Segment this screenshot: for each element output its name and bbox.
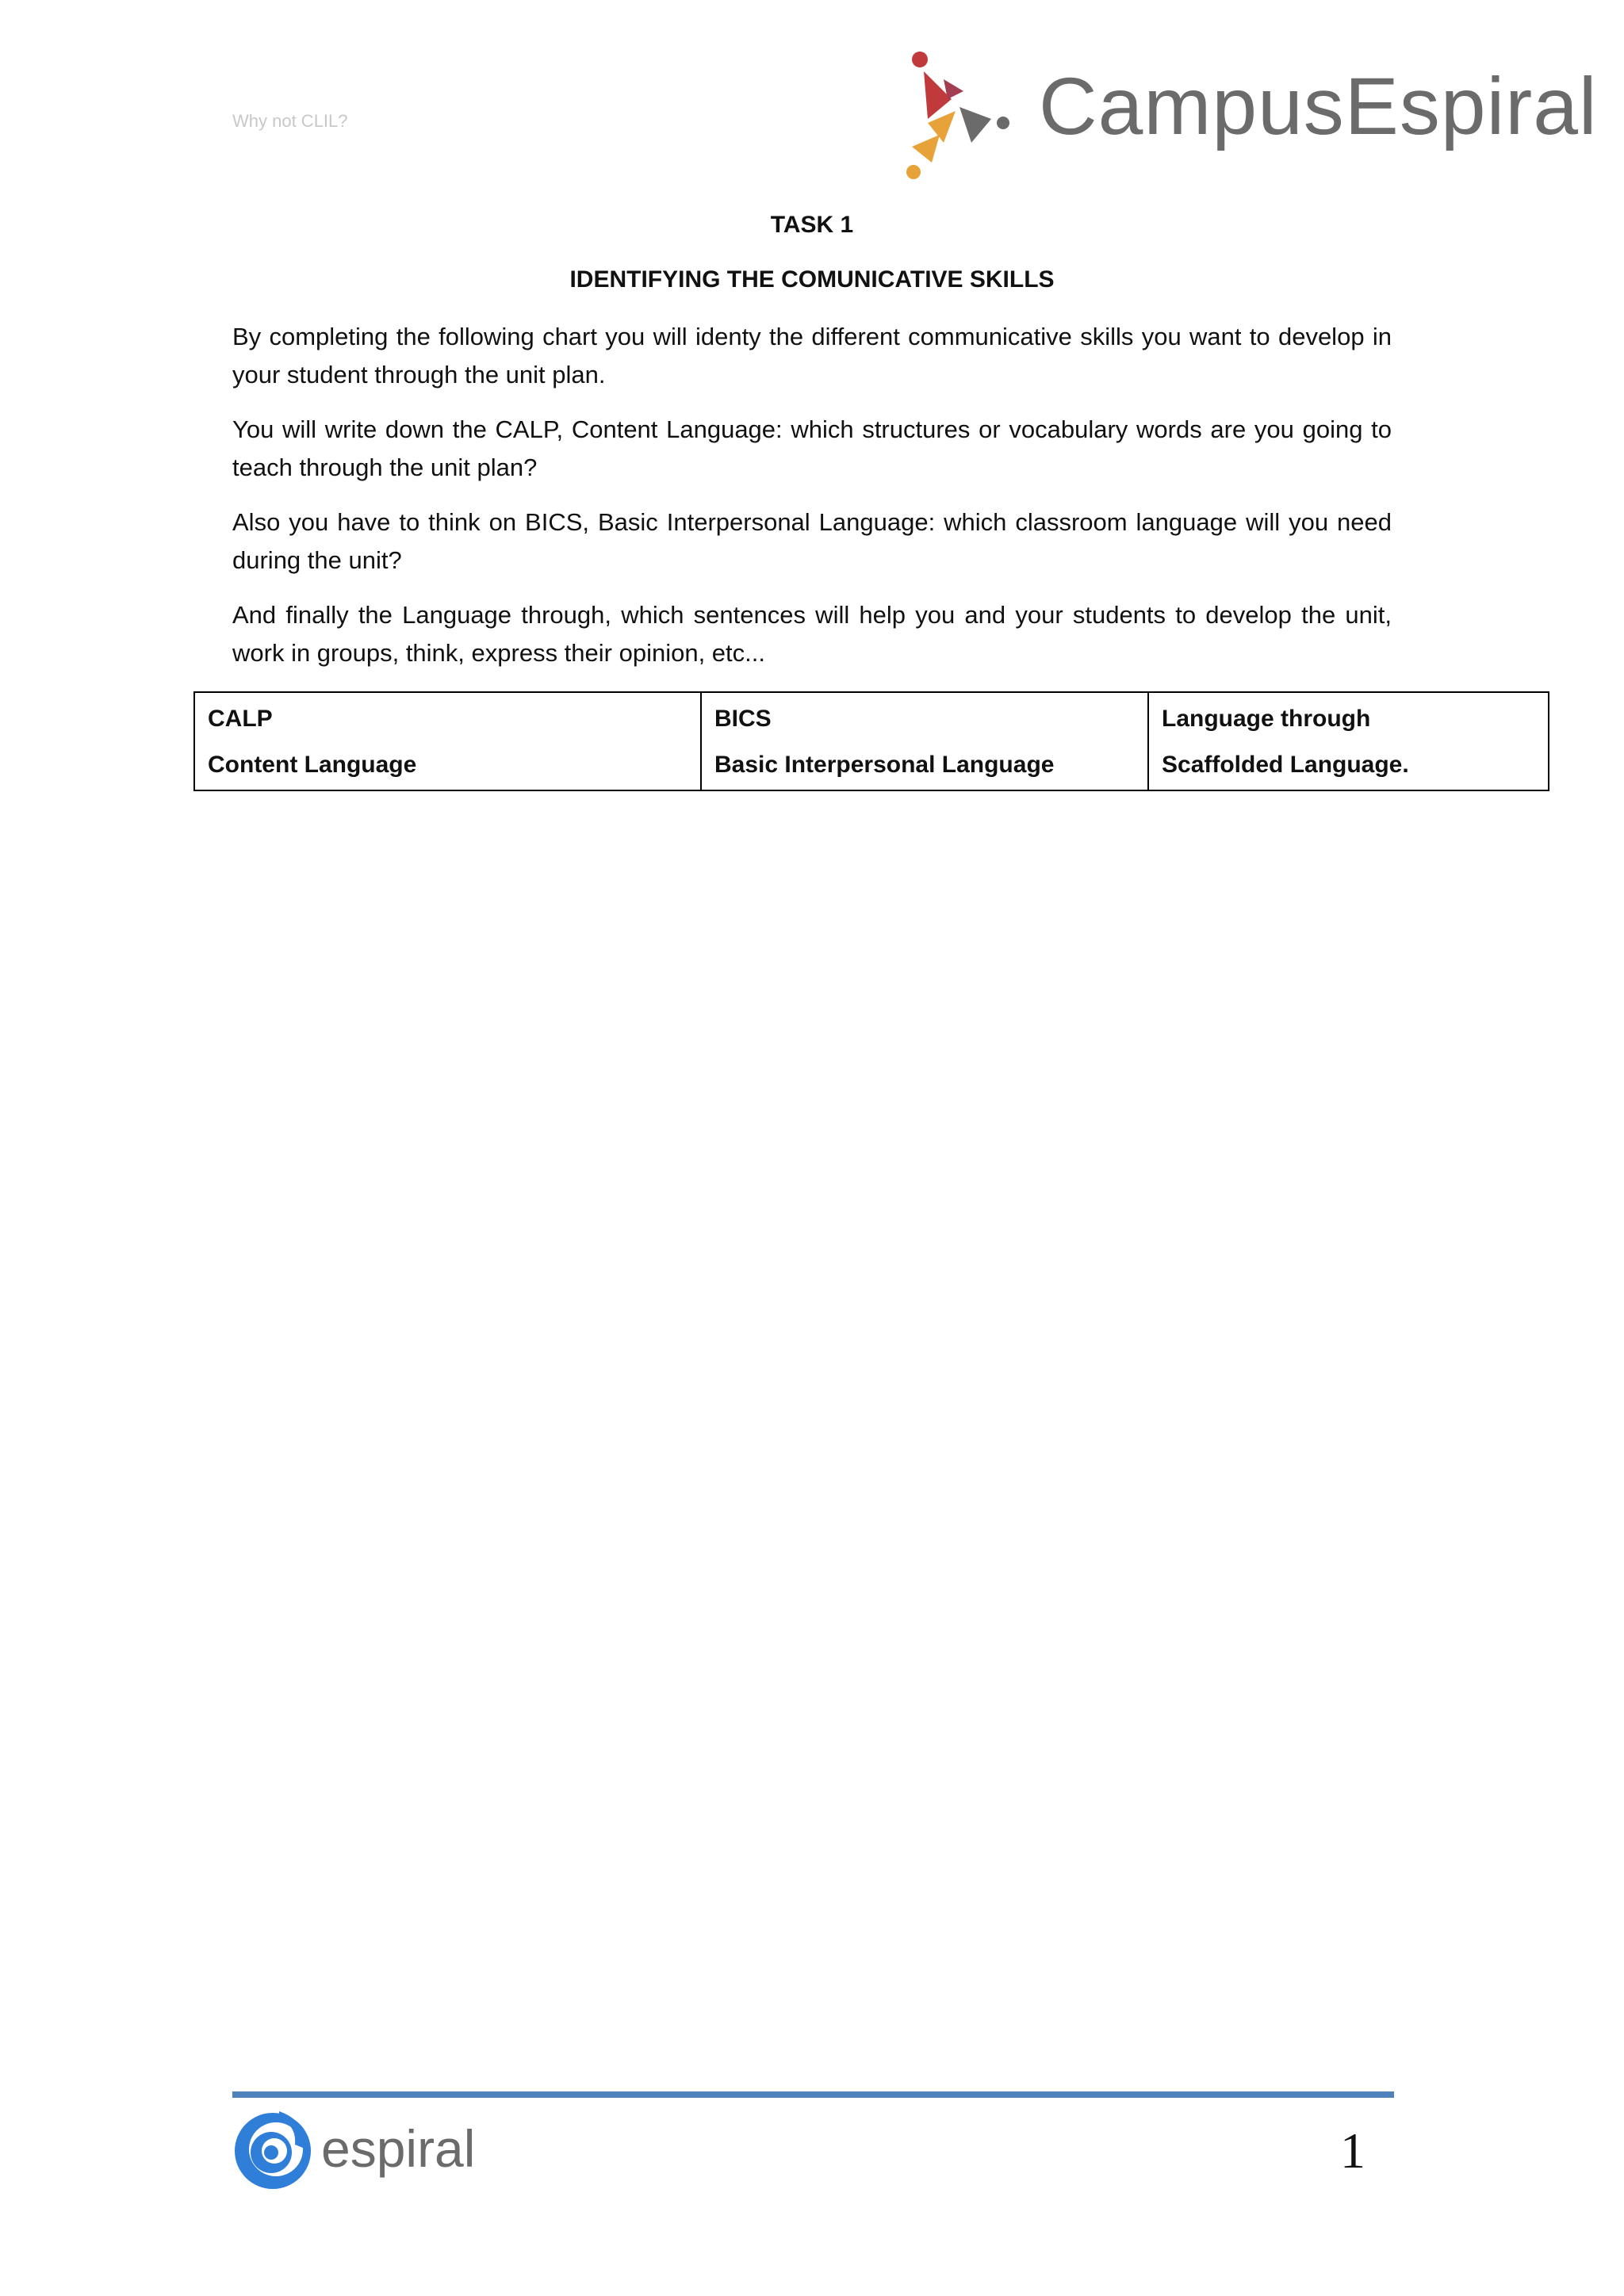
task-title: TASK 1: [770, 212, 854, 238]
table-cell-calp[interactable]: [194, 692, 701, 790]
paragraph-bics: Also you have to think on BICS, Basic Interpersonal Language: which classroom language will you need during the unit?: [232, 508, 1392, 574]
table-row: [194, 692, 1549, 790]
campus-espiral-symbol-icon: [896, 44, 1039, 186]
table-subheading: Scaffolded Language.: [1162, 752, 1409, 778]
table-heading: CALP: [208, 706, 273, 732]
paragraph-language-through: And finally the Language through, which sentences will help you and your students to develop the unit, work in groups, think, express their opinion, etc...: [232, 601, 1392, 667]
espiral-swirl-icon: [232, 2105, 315, 2196]
task-subtitle: IDENTIFYING THE COMUNICATIVE SKILLS: [569, 266, 1055, 293]
communicative-skills-table: [193, 691, 1549, 791]
table-heading: Language through: [1162, 706, 1371, 732]
header-note: Why not CLIL?: [232, 111, 348, 131]
campus-espiral-logo: [896, 44, 1598, 186]
footer-divider: [232, 2091, 1394, 2098]
espiral-wordmark: espiral: [321, 2119, 476, 2178]
campus-espiral-wordmark: CampusEspiral: [1039, 61, 1598, 151]
table-heading: BICS: [714, 706, 772, 732]
espiral-logo: [232, 2105, 485, 2196]
table-cell-bics[interactable]: [701, 692, 1148, 790]
paragraph-intro: By completing the following chart you will identy the different communicative skills you want to develop in your student through the unit plan.: [232, 323, 1392, 388]
table-subheading: Content Language: [208, 752, 417, 778]
table-subheading: Basic Interpersonal Language: [714, 752, 1055, 778]
table-cell-language-through[interactable]: [1148, 692, 1549, 790]
page-number: 1: [1340, 2122, 1365, 2179]
paragraph-calp: You will write down the CALP, Content Language: which structures or vocabulary words are you going to teach through the unit plan?: [232, 415, 1392, 481]
